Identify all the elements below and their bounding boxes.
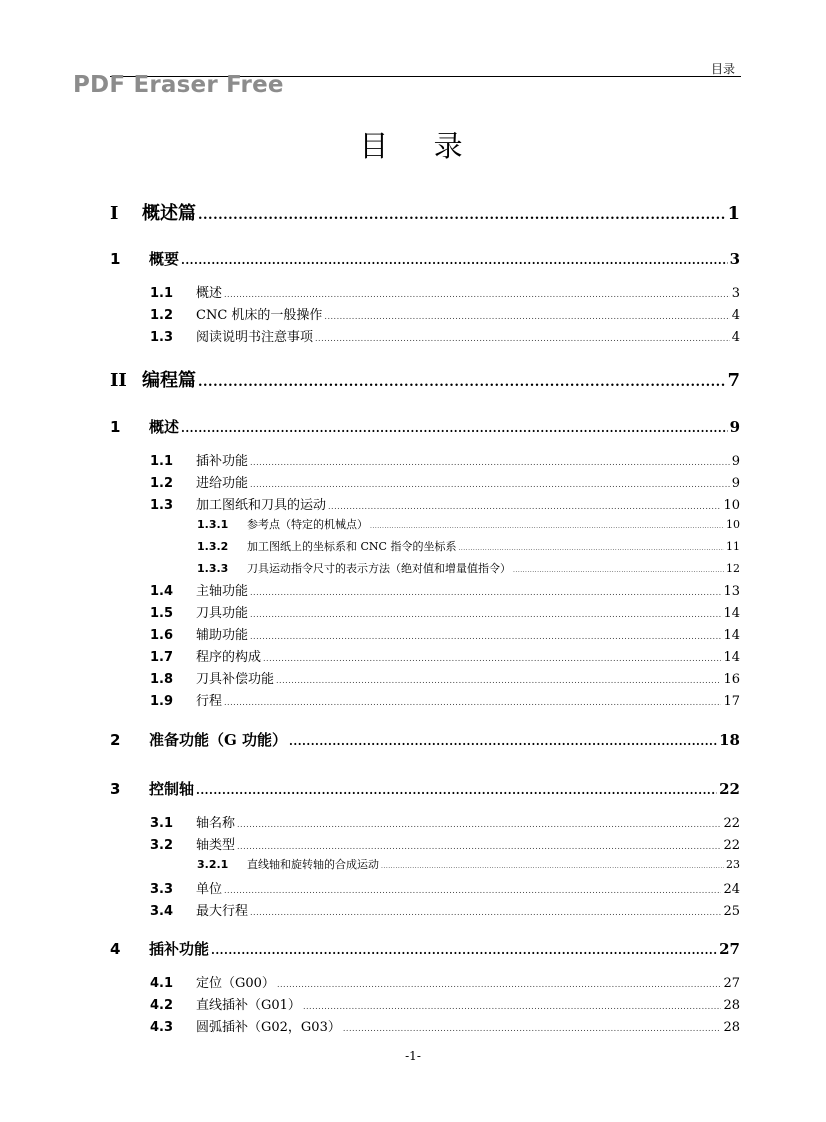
toc-entry-chap[interactable] [110, 416, 740, 437]
toc-entry-number: 4 [110, 940, 121, 958]
toc-entry-sec[interactable] [150, 900, 740, 919]
toc-entry-sec[interactable] [150, 994, 740, 1013]
toc-entry-number: 1 [110, 418, 121, 436]
toc-entry-sec[interactable] [150, 972, 740, 991]
toc-entry-number: 3.1 [150, 816, 174, 831]
toc-entry-title: 概要 [149, 250, 180, 268]
toc-entry-page: 4 [731, 330, 740, 345]
toc-leader-dots [224, 290, 730, 299]
toc-leader-dots [250, 610, 721, 619]
toc-entry-sec[interactable] [150, 834, 740, 853]
toc-entry-page: 14 [723, 628, 740, 643]
toc-entry-title: 阅读说明书注意事项 [196, 330, 314, 345]
running-header: 目录 [711, 62, 736, 76]
toc-entry-title: 概述 [196, 286, 223, 301]
toc-entry-page: 9 [731, 454, 740, 469]
toc-entry-number: 3 [110, 780, 121, 798]
toc-entry-sec[interactable] [150, 690, 740, 709]
toc-leader-dots [289, 735, 717, 748]
toc-leader-dots [250, 480, 730, 489]
toc-leader-dots [277, 980, 722, 989]
toc-entry-sec[interactable] [150, 602, 740, 621]
toc-entry-page: 14 [723, 606, 740, 621]
toc-leader-dots [250, 458, 730, 467]
toc-leader-dots [276, 676, 721, 685]
toc-entry-number: 1.8 [150, 672, 174, 687]
toc-leader-dots [181, 422, 728, 435]
toc-entry-title: 轴类型 [196, 838, 236, 853]
toc-entry-title: 插补功能 [149, 940, 210, 958]
toc-entry-sec[interactable] [150, 1016, 740, 1035]
toc-leader-dots [237, 842, 721, 851]
toc-entry-number: I [110, 203, 119, 224]
toc-entry-title: 轴名称 [196, 816, 236, 831]
watermark-text: PDF Eraser Free [73, 72, 284, 98]
toc-entry-page: 28 [723, 1020, 740, 1035]
toc-entry-number: 1.7 [150, 650, 174, 665]
toc-entry-title: CNC 机床的一般操作 [196, 308, 323, 323]
toc-entry-number: 3.3 [150, 882, 174, 897]
toc-leader-dots [181, 254, 728, 267]
toc-entry-number: 1.3 [150, 330, 174, 345]
toc-entry-sec[interactable] [150, 580, 740, 599]
toc-entry-page: 9 [731, 476, 740, 491]
toc-leader-dots [328, 502, 721, 511]
toc-leader-dots [343, 1024, 722, 1033]
toc-entry-page: 27 [719, 940, 740, 958]
toc-entry-number: 3.2.1 [197, 858, 229, 871]
toc-leader-dots [370, 523, 724, 530]
toc-entry-sec[interactable] [150, 668, 740, 687]
toc-leader-dots [324, 312, 729, 321]
toc-entry-number: 1.3.1 [197, 518, 229, 531]
toc-entry-sec[interactable] [150, 878, 740, 897]
toc-entry-title: 加工图纸和刀具的运动 [196, 498, 327, 513]
toc-leader-dots [211, 944, 717, 957]
toc-entry-number: 1.2 [150, 308, 174, 323]
toc-entry-number: 1.1 [150, 286, 174, 301]
toc-entry-title: 准备功能（G 功能） [149, 731, 288, 749]
toc-leader-dots [198, 375, 725, 390]
toc-entry-sec[interactable] [150, 646, 740, 665]
toc-entry-sec[interactable] [150, 282, 740, 301]
toc-entry-chap[interactable] [110, 729, 740, 750]
toc-entry-number: 3.4 [150, 904, 174, 919]
toc-entry-page: 17 [723, 694, 740, 709]
toc-entry-title: 概述 [149, 418, 180, 436]
toc-entry-title: 插补功能 [196, 454, 249, 469]
toc-entry-title: 直线插补（G01） [196, 998, 301, 1013]
toc-leader-dots [458, 545, 724, 552]
toc-entry-number: 1.2 [150, 476, 174, 491]
toc-leader-dots [250, 908, 721, 917]
toc-entry-page: 3 [729, 250, 740, 268]
toc-entry-number: 4.2 [150, 998, 174, 1013]
toc-entry-number: 1.1 [150, 454, 174, 469]
toc-entry-number: 1.3.2 [197, 540, 229, 553]
toc-entry-number: 1.6 [150, 628, 174, 643]
toc-entry-number: 4.3 [150, 1020, 174, 1035]
toc-leader-dots [224, 698, 721, 707]
toc-entry-title: 主轴功能 [196, 584, 249, 599]
toc-entry-page: 13 [723, 584, 740, 599]
toc-entry-title: 控制轴 [149, 780, 195, 798]
toc-entry-number: 4.1 [150, 976, 174, 991]
toc-entry-page: 4 [731, 308, 740, 323]
toc-entry-number: 3.2 [150, 838, 174, 853]
page-title: 目 录 [359, 129, 481, 163]
toc-leader-dots [224, 886, 721, 895]
toc-entry-title: 单位 [196, 882, 223, 897]
toc-entry-page: 28 [723, 998, 740, 1013]
toc-entry-number: II [110, 370, 127, 391]
toc-entry-title: 行程 [196, 694, 223, 709]
toc-entry-sub[interactable] [197, 538, 740, 554]
toc-entry-title: 圆弧插补（G02，G03） [196, 1020, 341, 1035]
toc-entry-page: 22 [723, 838, 740, 853]
toc-leader-dots [303, 1002, 722, 1011]
toc-entry-page: 25 [723, 904, 740, 919]
toc-entry-title: 刀具补偿功能 [196, 672, 275, 687]
toc-leader-dots [250, 632, 721, 641]
toc-entry-page: 10 [723, 498, 740, 513]
toc-leader-dots [513, 567, 724, 574]
toc-entry-title: 直线轴和旋转轴的合成运动 [247, 858, 379, 871]
toc-entry-title: 辅助功能 [196, 628, 249, 643]
toc-entry-title: 最大行程 [196, 904, 249, 919]
toc-entry-chap[interactable] [110, 248, 740, 269]
toc-entry-page: 18 [719, 731, 740, 749]
toc-entry-page: 1 [727, 203, 740, 224]
toc-entry-page: 22 [723, 816, 740, 831]
toc-entry-sec[interactable] [150, 812, 740, 831]
toc-leader-dots [381, 863, 724, 870]
toc-leader-dots [263, 654, 721, 663]
toc-entry-part[interactable] [110, 366, 740, 392]
toc-entry-number: 1.9 [150, 694, 174, 709]
toc-entry-page: 16 [723, 672, 740, 687]
toc-entry-sec[interactable] [150, 624, 740, 643]
toc-entry-number: 1.3 [150, 498, 174, 513]
toc-entry-title: 进给功能 [196, 476, 249, 491]
toc-entry-page: 22 [719, 780, 740, 798]
toc-leader-dots [237, 820, 721, 829]
toc-entry-title: 程序的构成 [196, 650, 262, 665]
toc-entry-title: 加工图纸上的坐标系和 CNC 指令的坐标系 [247, 540, 457, 553]
toc-entry-title: 刀具运动指令尺寸的表示方法（绝对值和增量值指令） [247, 562, 511, 575]
toc-entry-page: 27 [723, 976, 740, 991]
toc-entry-sub[interactable] [197, 560, 740, 576]
toc-entry-title: 参考点（特定的机械点） [247, 518, 368, 531]
toc-entry-part[interactable] [110, 199, 740, 225]
toc-entry-page: 11 [726, 540, 740, 553]
toc-entry-page: 10 [726, 518, 740, 531]
toc-leader-dots [250, 588, 721, 597]
toc-entry-title: 刀具功能 [196, 606, 249, 621]
toc-entry-title: 编程篇 [142, 370, 196, 391]
toc-entry-number: 1.5 [150, 606, 174, 621]
toc-entry-sec[interactable] [150, 326, 740, 345]
toc-entry-title: 概述篇 [142, 203, 196, 224]
toc-entry-sec[interactable] [150, 472, 740, 491]
toc-entry-page: 23 [726, 858, 740, 871]
toc-entry-page: 12 [726, 562, 740, 575]
toc-entry-chap[interactable] [110, 938, 740, 959]
toc-entry-chap[interactable] [110, 778, 740, 799]
toc-entry-sec[interactable] [150, 494, 740, 513]
toc-entry-number: 1.3.3 [197, 562, 229, 575]
toc-entry-sec[interactable] [150, 450, 740, 469]
toc-entry-number: 2 [110, 731, 121, 749]
toc-entry-sub[interactable] [197, 516, 740, 532]
page-number: -1- [405, 1049, 421, 1063]
toc-leader-dots [198, 208, 725, 223]
toc-entry-sec[interactable] [150, 304, 740, 323]
toc-entry-number: 1.4 [150, 584, 174, 599]
toc-entry-title: 定位（G00） [196, 976, 275, 991]
toc-entry-page: 24 [723, 882, 740, 897]
toc-leader-dots [196, 784, 717, 797]
toc-entry-page: 9 [729, 418, 740, 436]
toc-entry-page: 3 [731, 286, 740, 301]
toc-entry-number: 1 [110, 250, 121, 268]
toc-entry-page: 14 [723, 650, 740, 665]
toc-entry-sub[interactable] [197, 856, 740, 872]
toc-entry-page: 7 [727, 370, 740, 391]
toc-leader-dots [315, 334, 730, 343]
